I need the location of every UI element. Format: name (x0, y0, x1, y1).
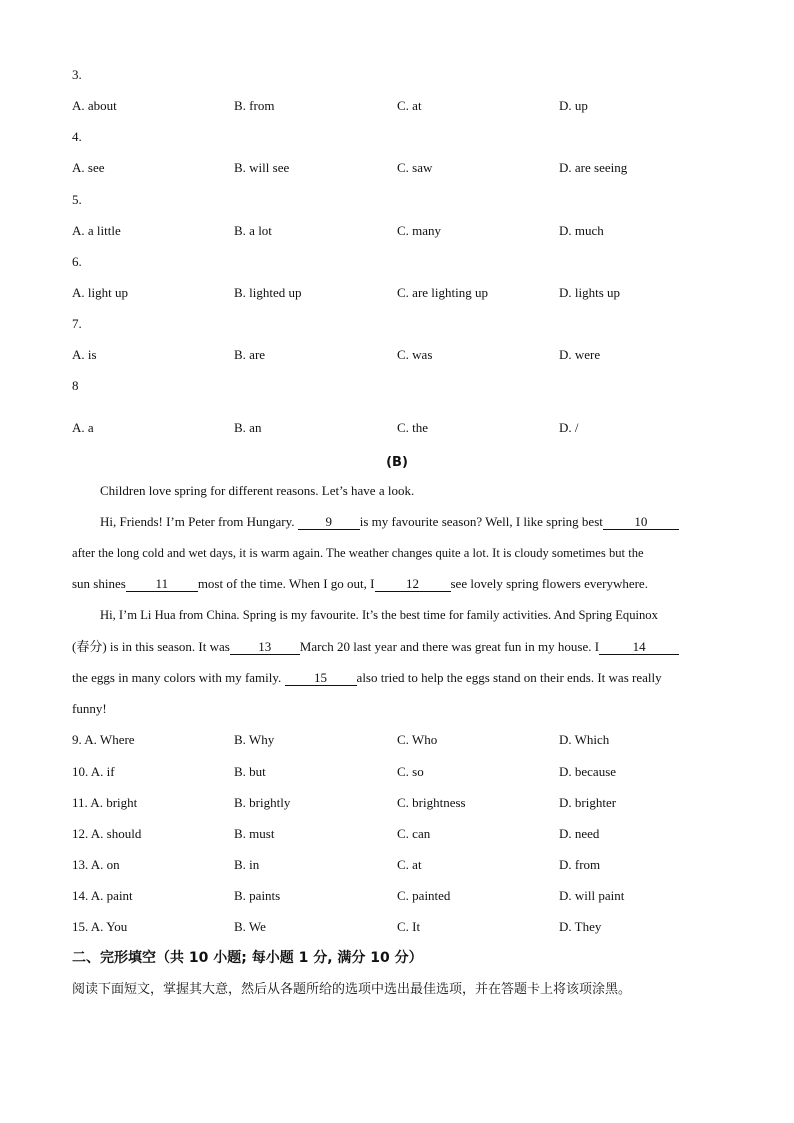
option-b: B. a lot (234, 223, 272, 238)
option-a: 13. A. on (72, 857, 120, 872)
question-number: 7. (72, 316, 82, 331)
option-d: D. will paint (559, 888, 625, 903)
passage-line (72, 639, 722, 655)
passage-text: is my favourite season? Well, I like spring best (359, 514, 603, 529)
blank-9: 9 (298, 515, 360, 530)
passage-line: after the long cold and wet days, it is warm again. The weather changes quite a lot. It is cloudy sometimes but the (72, 546, 644, 560)
option-a: A. about (72, 98, 117, 113)
passage-text: most of the time. When I go out, I (197, 576, 375, 591)
passage-line (100, 514, 722, 530)
option-b: B. brightly (234, 795, 291, 810)
option-a: A. see (72, 160, 105, 175)
passage-text: the eggs in many colors with my family. (72, 670, 285, 685)
passage-line: Hi, I’m Li Hua from China. Spring is my favourite. It’s the best time for family activities. And Spring Equinox (100, 608, 658, 622)
passage-text: see lovely spring flowers everywhere. (450, 576, 648, 591)
passage-text: also tried to help the eggs stand on their ends. It was really (356, 670, 662, 685)
option-a: A. a little (72, 223, 121, 238)
option-a: 12. A. should (72, 826, 142, 841)
option-b: B. lighted up (234, 285, 302, 300)
passage-text: sun shines (72, 576, 126, 591)
passage-line (72, 576, 722, 592)
question-number: 4. (72, 129, 82, 144)
section-b-title: (B) (386, 455, 408, 470)
option-c: C. painted (397, 888, 451, 903)
option-b: B. must (234, 826, 275, 841)
option-a: A. light up (72, 285, 128, 300)
question-number: 3. (72, 67, 82, 82)
passage-intro: Children love spring for different reasons. Let’s have a look. (100, 483, 415, 498)
option-b: B. are (234, 347, 266, 362)
option-b: B. from (234, 98, 275, 113)
option-d: D. from (559, 857, 601, 872)
option-c: C. at (397, 98, 422, 113)
question-number: 5. (72, 192, 82, 207)
option-c: C. can (397, 826, 431, 841)
option-d: D. lights up (559, 285, 621, 300)
option-a: A. is (72, 347, 97, 362)
option-d: D. up (559, 98, 588, 113)
blank-12: 12 (375, 577, 451, 592)
option-b: B. paints (234, 888, 281, 903)
passage-text: Hi, Friends! I’m Peter from Hungary. (100, 514, 298, 529)
option-b: B. but (234, 764, 266, 779)
option-d: D. much (559, 223, 604, 238)
passage-line: funny! (72, 701, 107, 716)
option-c: C. brightness (397, 795, 466, 810)
blank-11: 11 (126, 577, 198, 592)
option-d: D. were (559, 347, 601, 362)
option-a: 14. A. paint (72, 888, 133, 903)
blank-15: 15 (285, 671, 357, 686)
blank-13: 13 (230, 640, 300, 655)
option-a: A. a (72, 420, 94, 435)
option-c: C. Who (397, 732, 438, 747)
option-d: D. need (559, 826, 600, 841)
option-c: C. at (397, 857, 422, 872)
option-c: C. It (397, 919, 421, 934)
option-a: 9. A. Where (72, 732, 135, 747)
option-c: C. was (397, 347, 433, 362)
question-number: 6. (72, 254, 82, 269)
option-b: B. in (234, 857, 260, 872)
option-b: B. an (234, 420, 262, 435)
passage-line (72, 670, 722, 686)
option-b: B. Why (234, 732, 275, 747)
option-d: D. / (559, 420, 579, 435)
question-number: 8 (72, 378, 79, 393)
option-d: D. brighter (559, 795, 617, 810)
option-c: C. many (397, 223, 442, 238)
option-b: B. We (234, 919, 266, 934)
blank-10: 10 (603, 515, 679, 530)
option-c: C. saw (397, 160, 433, 175)
option-a: 10. A. if (72, 764, 115, 779)
section-heading: 二、完形填空（共 10 小题; 每小题 1 分, 满分 10 分） (72, 950, 423, 966)
section-instruction: 阅读下面短文，掌握其大意，然后从各题所给的选项中选出最佳选项，并在答题卡上将该项涂黑。 (72, 982, 632, 997)
option-c: C. so (397, 764, 424, 779)
option-a: 15. A. You (72, 919, 128, 934)
option-b: B. will see (234, 160, 290, 175)
passage-text: (春分) is in this season. It was (72, 639, 230, 654)
option-a: 11. A. bright (72, 795, 138, 810)
blank-14: 14 (599, 640, 679, 655)
option-c: C. are lighting up (397, 285, 488, 300)
option-d: D. Which (559, 732, 610, 747)
option-d: D. They (559, 919, 602, 934)
option-d: D. are seeing (559, 160, 628, 175)
option-c: C. the (397, 420, 429, 435)
passage-text: March 20 last year and there was great fun in my house. I (299, 639, 600, 654)
option-d: D. because (559, 764, 617, 779)
